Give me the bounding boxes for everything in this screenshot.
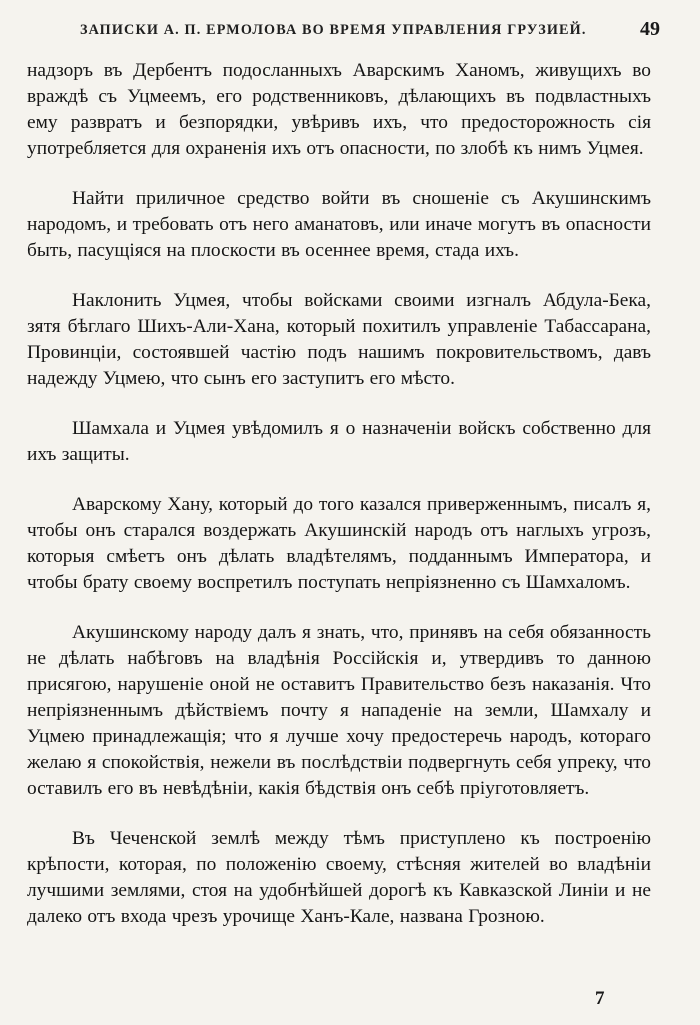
body-text <box>27 58 651 930</box>
running-title: ЗАПИСКИ А. П. ЕРМОЛОВА ВО ВРЕМЯ УПРАВЛЕНИЯ ГРУЗИЕЙ. <box>80 22 587 38</box>
paragraph-1: надзоръ въ Дербентъ подосланныхъ Аварскимъ Ханомъ, живущихъ во враждѣ съ Уцмеемъ, его родственниковъ, дѣлающихъ въ подвластныхъ ему развратъ и безпорядки, увѣривъ ихъ, что предосторожность сія употребляется для охраненія ихъ отъ опасности, по злобѣ къ нимъ Уцмея. <box>27 60 651 159</box>
paragraph-5: Аварскому Хану, который до того казался приверженнымъ, писалъ я, чтобы онъ старался воздержать Акушинскій народъ отъ наглыхъ угрозъ, которыя смѣетъ онъ дѣлать владѣтелямъ, подданнымъ Императора, и чтобы брату своему воспретилъ поступать непріязненно съ Шамхаломъ. <box>27 494 651 593</box>
paragraph-7: Въ Чеченской землѣ между тѣмъ приступлено къ построенію крѣпости, которая, по положенію своему, стѣсняя жителей во владѣніи лучшими землями, стоя на удобнѣйшей дорогѣ къ Кавказской Линіи и не далеко отъ входа чрезъ урочище Ханъ-Кале, названа Грозною. <box>27 828 651 927</box>
paragraph-2: Найти приличное средство войти въ сношеніе съ Акушинскимъ народомъ, и требовать отъ него аманатовъ, или иначе могутъ въ опасности быть, пасущіяся на плоскости въ осеннее время, стада ихъ. <box>27 188 651 261</box>
paragraph-4: Шамхала и Уцмея увѣдомилъ я о назначеніи войскъ собственно для ихъ защиты. <box>27 418 651 465</box>
signature-mark: 7 <box>595 988 605 1009</box>
paragraph-3: Наклонить Уцмея, чтобы войсками своими изгналъ Абдула-Бека, зятя бѣглаго Шихъ-Али-Хана, который похитилъ управленіе Табассарана, Провинціи, состоявшей частію подъ нашимъ покровительствомъ, давъ надежду Уцмею, что сынъ его заступитъ его мѣсто. <box>27 290 651 389</box>
page-number: 49 <box>640 18 660 40</box>
paragraph-6: Акушинскому народу далъ я знать, что, принявъ на себя обязанность не дѣлать набѣговъ на владѣнія Россійскія и, утвердивъ то данною присягою, нарушеніе оной не оставитъ Правительство безъ наказанія. Что непріязненнымъ дѣйствіемъ почту я нападеніе на земли, Шамхалу и Уцмею принадлежащія; что я лучше хочу предостеречь народъ, котораго желаю я спокойствія, нежели въ послѣдствіи подвергнуть себя упреку, что оставилъ его въ невѣдѣніи, какія бѣдствія онъ себѣ пріуготовляетъ. <box>27 622 651 799</box>
running-header <box>80 18 660 44</box>
